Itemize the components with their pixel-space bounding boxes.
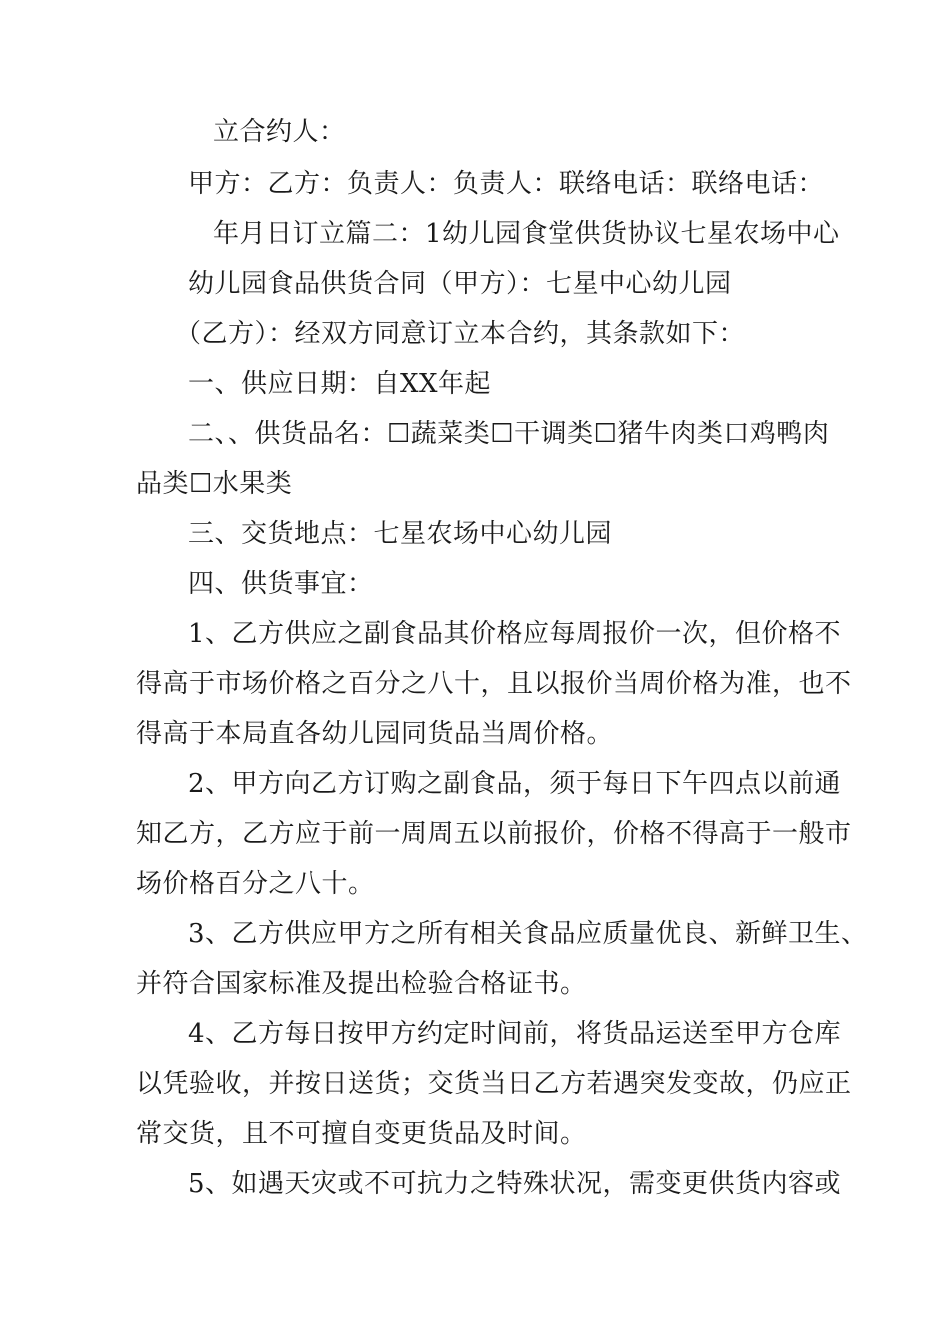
text-line: 二、、供货品名：☐蔬菜类☐干调类☐猪牛肉类口鸡鸭肉 xyxy=(188,419,830,449)
text-line: 5、如遇天灾或不可抗力之特殊状况，需变更供货内容或 xyxy=(188,1169,842,1199)
text-line: 四、供货事宜： xyxy=(188,569,374,599)
text-line: 3、乙方供应甲方之所有相关食品应质量优良、新鲜卫生、 xyxy=(188,919,868,949)
text-line: 并符合国家标准及提出检验合格证书。 xyxy=(136,969,587,999)
text-line: 4、乙方每日按甲方约定时间前，将货品运送至甲方仓库 xyxy=(188,1019,842,1049)
text-line: 幼儿园食品供货合同（甲方）：七星中心幼儿园 xyxy=(188,269,732,299)
text-line: 以凭验收，并按日送货；交货当日乙方若遇突发变故，仍应正 xyxy=(136,1069,852,1099)
text-line: 得高于市场价格之百分之八十，且以报价当周价格为准，也不 xyxy=(136,669,852,699)
text-line: 2、甲方向乙方订购之副食品，须于每日下午四点以前通 xyxy=(188,769,842,799)
text-line: 一、供应日期：自XX年起 xyxy=(188,369,492,399)
text-line: （乙方）：经双方同意订立本合约，其条款如下： xyxy=(175,319,746,349)
text-line: 得高于本局直各幼儿园同货品当周价格。 xyxy=(136,719,614,749)
text-line: 常交货，且不可擅自变更货品及时间。 xyxy=(136,1119,587,1149)
text-line: 年月日订立篇二：1幼儿园食堂供货协议七星农场中心 xyxy=(213,219,840,249)
text-line: 三、交货地点：七星农场中心幼儿园 xyxy=(188,519,613,549)
text-line: 甲方：乙方：负责人：负责人：联络电话：联络电话： xyxy=(188,169,825,199)
text-line: 知乙方，乙方应于前一周周五以前报价，价格不得高于一般市 xyxy=(136,819,852,849)
text-line: 立合约人： xyxy=(213,117,346,147)
text-line: 1、乙方供应之副食品其价格应每周报价一次，但价格不 xyxy=(188,619,842,649)
text-line: 场价格百分之八十。 xyxy=(136,869,375,899)
text-line: 品类☐水果类 xyxy=(136,469,293,499)
